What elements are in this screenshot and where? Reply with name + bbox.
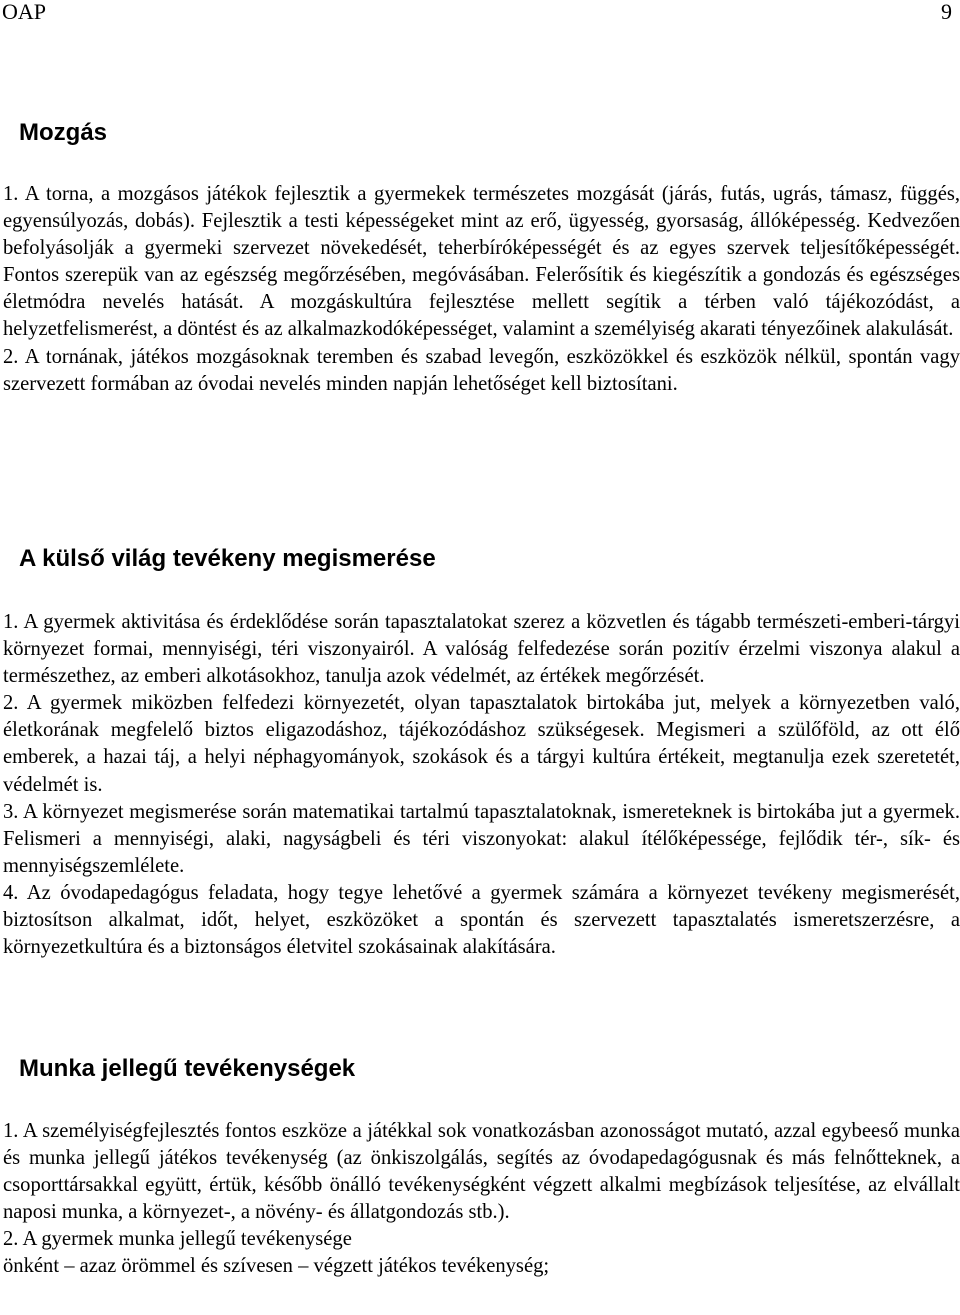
- paragraph: 1. A torna, a mozgásos játékok fejlesztik a gyermekek természetes mozgását (járás, futás, ugrás, támasz, függés, egyensúlyozás, dobás). Fejlesztik a testi képességeket mint az erő, ügyesség, gyorsaság, állóképesség. Kedvezően befolyásolják a gyermeki szervezet növekedését, teherbíróképességét és az egyes szervek teljesítőképességét. Fontos szerepük van az egészség megőrzésében, megóvásában. Felerősítik és kiegészítik a gondozás és egészséges életmódra nevelés hatását. A mozgáskultúra fejlesztése mellett segítik a térben való tájékozódást, a helyzetfelismerést, a döntést és az alkalmazkodóképességet, valamint a személyiség akarati tényezőinek alakulását.: [3, 183, 960, 341]
- section-heading-munka: Munka jellegű tevékenységek: [19, 1055, 356, 1082]
- paragraph: 2. A tornának, játékos mozgásoknak teremben és szabad levegőn, eszközökkel és eszközök nélkül, spontán vagy szervezett formában az óvodai nevelés minden napján lehetőséget kell biztosítani.: [3, 345, 960, 395]
- section-heading-mozgas: Mozgás: [19, 119, 108, 146]
- paragraph: 1. A gyermek aktivitása és érdeklődése során tapasztalatokat szerez a közvetlen és tágabb természeti-emberi-tárgyi környezet formai, mennyiségi, téri viszonyairól. A valóság felfedezése során pozitív érzelmi viszonya alakul a természethez, az emberi alkotásokhoz, tanulja azok védelmét, az értékek megőrzését.: [3, 611, 960, 688]
- header-page-number: 9: [941, 0, 952, 24]
- paragraph: 2. A gyermek miközben felfedezi környezetét, olyan tapasztalatok birtokába jut, melyek a környezetben való, életkorának megfelelő biztos eligazodáshoz, tájékozódáshoz szükségesek. Megismeri a szülőföld, az ott élő emberek, a hazai táj, a helyi néphagyományok, szokások és a tárgyi kultúra értékeit, megtanulja ezek szeretetét, védelmét is.: [3, 692, 960, 796]
- header-doc-code: OAP: [2, 0, 47, 24]
- paragraph: 1. A személyiségfejlesztés fontos eszköze a játékkal sok vonatkozásban azonosságot mutató, azzal egybeeső munka és munka jellegű játékos tevékenység (az önkiszolgálás, segítés az óvodapedagógusnak és más felnőtteknek, a csoporttársakkal együtt, értük, később önálló tevékenységként végzett alkalmi megbízások teljesítése, az elvállalt naposi munka, a környezet-, a növény- és állatgondozás stb.).: [3, 1120, 960, 1224]
- list-item: önként – azaz örömmel és szívesen – végzett játékos tevékenység;: [3, 1255, 550, 1278]
- paragraph: 3. A környezet megismerése során matematikai tartalmú tapasztalatoknak, ismereteknek is birtokába jut a gyermek. Felismeri a mennyiségi, alaki, nagyságbeli és téri viszonyokat: alakul ítélőképessége, fejlődik tér-, sík- és mennyiségszemlélete.: [3, 800, 960, 877]
- paragraph: 4. Az óvodapedagógus feladata, hogy tegye lehetővé a gyermek számára a környezet tevékeny megismerését, biztosítson alkalmat, időt, helyet, eszközöket a spontán és szervezett tapasztalatés ismeretszerzésre, a környezetkultúra és a biztonságos életvitel szokásainak alakítására.: [3, 881, 960, 959]
- section-heading-kulso-vilag: A külső világ tevékeny megismerése: [19, 545, 436, 572]
- paragraph: 2. A gyermek munka jellegű tevékenysége: [3, 1228, 352, 1251]
- section-body-kulso-vilag: [3, 609, 960, 961]
- section-body-mozgas: [3, 181, 960, 398]
- section-body-munka: [3, 1118, 960, 1281]
